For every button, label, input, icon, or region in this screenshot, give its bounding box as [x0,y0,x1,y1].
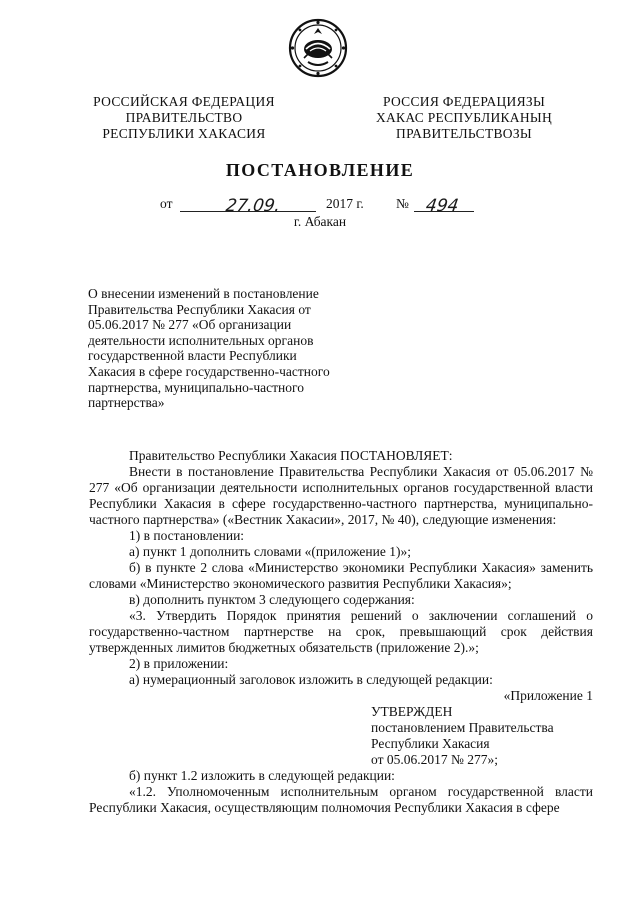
header-left-line: ПРАВИТЕЛЬСТВО [125,110,243,125]
subject-line: партнерства, муниципально-частного [88,379,304,395]
header-right-line: ПРАВИТЕЛЬСТВОЗЫ [396,126,532,141]
body-paragraph: 1) в постановлении: [129,528,245,543]
city-label: г. Абакан [293,214,347,229]
approval-line: Республики Хакасия [371,736,490,751]
header-left-line: РОССИЙСКАЯ ФЕДЕРАЦИЯ [93,94,275,109]
subject-block [88,286,350,411]
appendix-heading: «Приложение 1 [503,688,593,703]
body-paragraph: а) нумерационный заголовок изложить в следующей редакции: [129,672,493,687]
approval-line: постановлением Правительства [371,720,554,735]
header-left-block [84,94,284,142]
subject-line: О внесении изменений в постановление [88,286,319,301]
body-paragraph: в) дополнить пунктом 3 следующего содержания: [129,592,415,607]
date-handwritten: 27.09. [224,196,282,216]
body-paragraph: 2) в приложении: [129,656,229,671]
subject-line: 05.06.2017 № 277 «Об организации [88,317,292,333]
date-number-line [160,196,490,214]
approval-line: от 05.06.2017 № 277»; [371,752,498,767]
document-body [89,448,593,816]
date-prefix: от [160,196,173,211]
number-handwritten: 494 [424,196,460,216]
approval-block [371,704,593,768]
approval-line: УТВЕРЖДЕН [371,704,453,719]
subject-line: Хакасия в сфере государственно-частного [88,363,330,379]
republic-emblem-icon [288,18,348,78]
document-title: ПОСТАНОВЛЕНИЕ [225,160,415,180]
subject-line: государственной власти Республики [88,348,297,364]
header-left-line: РЕСПУБЛИКИ ХАКАСИЯ [102,126,266,141]
header-right-line: ХАКАС РЕСПУБЛИКАНЫҢ [375,110,553,125]
body-paragraph: Внести в постановление Правительства Республики Хакасия от 05.06.2017 № 277 «Об организации деятельности исполнительных органов государственной власти Республики Хакасия в сфере государственно-частного партнерства, муниципально-частного партнерства» («Вестник Хакасии», 2017, № 40), следующие изменения: [89,464,593,527]
number-sign: № [396,196,409,211]
subject-line: партнерства» [88,395,165,411]
body-paragraph: б) в пункте 2 слова «Министерство экономики Республики Хакасия» заменить словами «Министерство экономического развития Республики Хакасия»; [89,560,593,591]
body-paragraph: а) пункт 1 дополнить словами «(приложение 1)»; [129,544,411,559]
body-paragraph: «1.2. Уполномоченным исполнительным органом государственной власти Республики Хакасия, осуществляющим полномочия Республики Хакасия в сфере [89,784,593,815]
body-paragraph: Правительство Республики Хакасия ПОСТАНОВЛЯЕТ: [129,448,453,463]
header-right-block [366,94,562,142]
body-paragraph: «3. Утвердить Порядок принятия решений о заключении соглашений о государственно-частном партнерстве на срок, превышающий срок действия утвержденных лимитов бюджетных обязательств (приложение 2).»; [89,608,593,655]
body-paragraph: б) пункт 1.2 изложить в следующей редакции: [129,768,395,783]
header-right-line: РОССИЯ ФЕДЕРАЦИЯЗЫ [382,94,546,109]
year-label: 2017 г. [326,196,364,211]
subject-line: Правительства Республики Хакасия от [88,301,311,317]
subject-line: деятельности исполнительных органов [88,332,314,348]
